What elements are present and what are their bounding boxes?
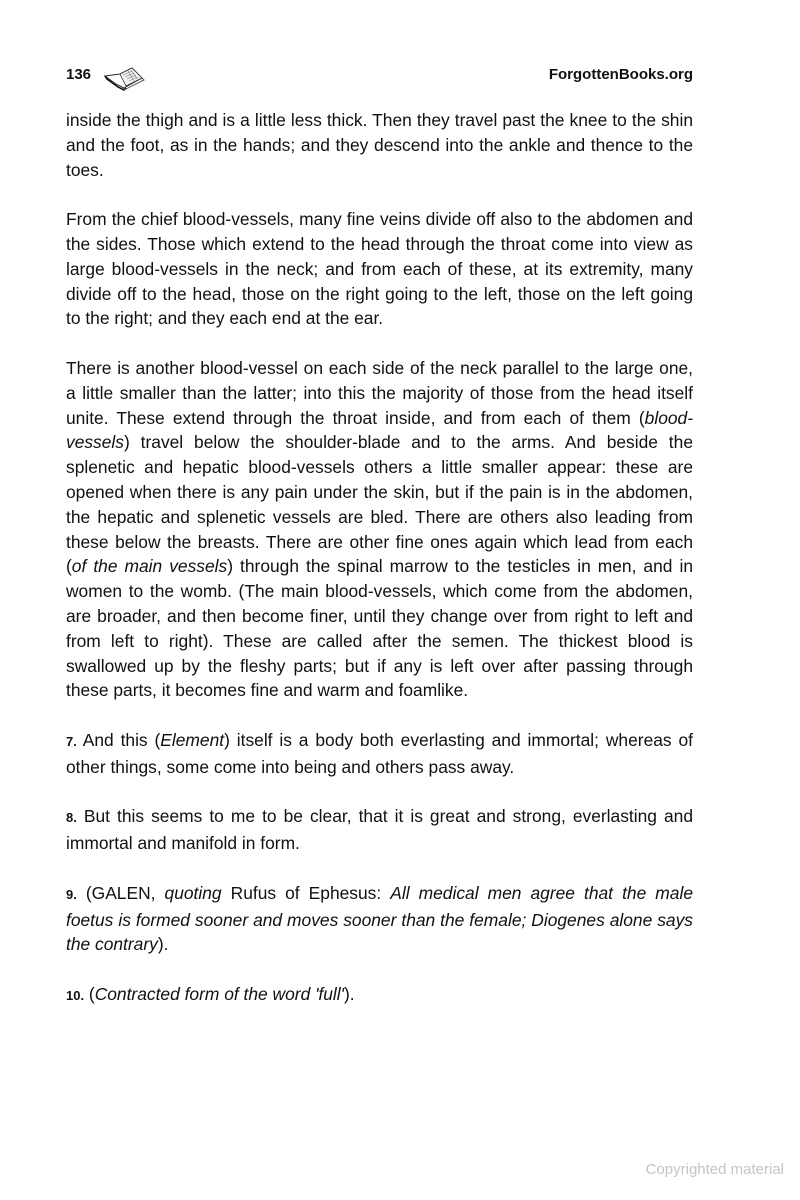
text-run: ) itself is a body both everlasting and immortal; whereas of other things, some come into being and others pass away. xyxy=(66,729,693,777)
open-book-icon xyxy=(102,62,146,92)
text-run: Rufus of Ephesus: xyxy=(221,882,391,903)
text-run: ) through the spinal marrow to the testicles in men, and in women to the womb. (The main blood-vessels, which come from the abdomen, are broader, and then become finer, until they change over from right to left and from left to right). These are called after the semen. The thickest blood is swallowed up by the fleshy parts; but if any is left over after passing through these parts, it becomes fine and warm and foamlike. xyxy=(66,556,693,701)
italic-run: quoting xyxy=(164,882,222,903)
footnote-number: 10. xyxy=(66,987,85,1003)
copyright-watermark: Copyrighted material xyxy=(645,1161,784,1178)
text-run: There is another blood-vessel on each side of the neck parallel to the large one, a little smaller than the latter; into this the majority of those from the head itself unite. These extend through the throat inside, and from each of them ( xyxy=(66,357,693,428)
page-header xyxy=(66,66,693,90)
footnote-9 xyxy=(66,881,693,957)
italic-run: of the main vessels xyxy=(71,556,228,577)
paragraph: From the chief blood-vessels, many fine veins divide off also to the abdomen and the sides. Those which extend to the head through the throat come into view as large blood-vessels in the neck; and from each of these, at its extremity, many divide off to the head, those on the right going to the left, those on the left going to the right; and they each end at the ear. xyxy=(66,209,693,329)
footnote-8 xyxy=(66,804,693,856)
italic-run: Element xyxy=(160,729,225,750)
paragraph xyxy=(66,356,693,703)
footnote-10 xyxy=(66,982,693,1009)
footnote-number: 9. xyxy=(66,886,77,902)
text-run: ). xyxy=(343,983,355,1004)
page-body xyxy=(66,108,693,1033)
footnote-number: 7. xyxy=(66,733,77,749)
text-run: (GALEN, xyxy=(76,882,165,903)
footnote-7 xyxy=(66,728,693,780)
text-run: And this ( xyxy=(76,729,161,750)
text-run: But this seems to me to be clear, that it is great and strong, everlasting and immortal and manifold in form. xyxy=(66,806,693,854)
italic-run: All medical men agree that the male foetus is formed sooner and moves sooner than the female; Diogenes alone says the contrary xyxy=(66,882,693,955)
text-run: ) travel below the shoulder-blade and to the arms. And beside the splenetic and hepatic blood-vessels others a little smaller appear: these are opened when there is any pain under the skin, but if the pain is in the abdomen, the hepatic and splenetic vessels are bled. There are others also leading from these below the breasts. There are other fine ones again which lead from each ( xyxy=(66,432,693,577)
page-number: 136 xyxy=(66,66,92,83)
italic-run: Contracted form of the word 'full' xyxy=(94,983,344,1004)
paragraph: inside the thigh and is a little less thick. Then they travel past the knee to the shin and the foot, as in the hands; and they descend into the ankle and thence to the toes. xyxy=(66,110,693,180)
footnote-number: 8. xyxy=(66,810,77,826)
text-run: ( xyxy=(84,983,95,1004)
site-name: ForgottenBooks.org xyxy=(548,66,693,83)
text-run: ). xyxy=(157,934,169,955)
italic-run: blood-vessels xyxy=(66,407,693,453)
